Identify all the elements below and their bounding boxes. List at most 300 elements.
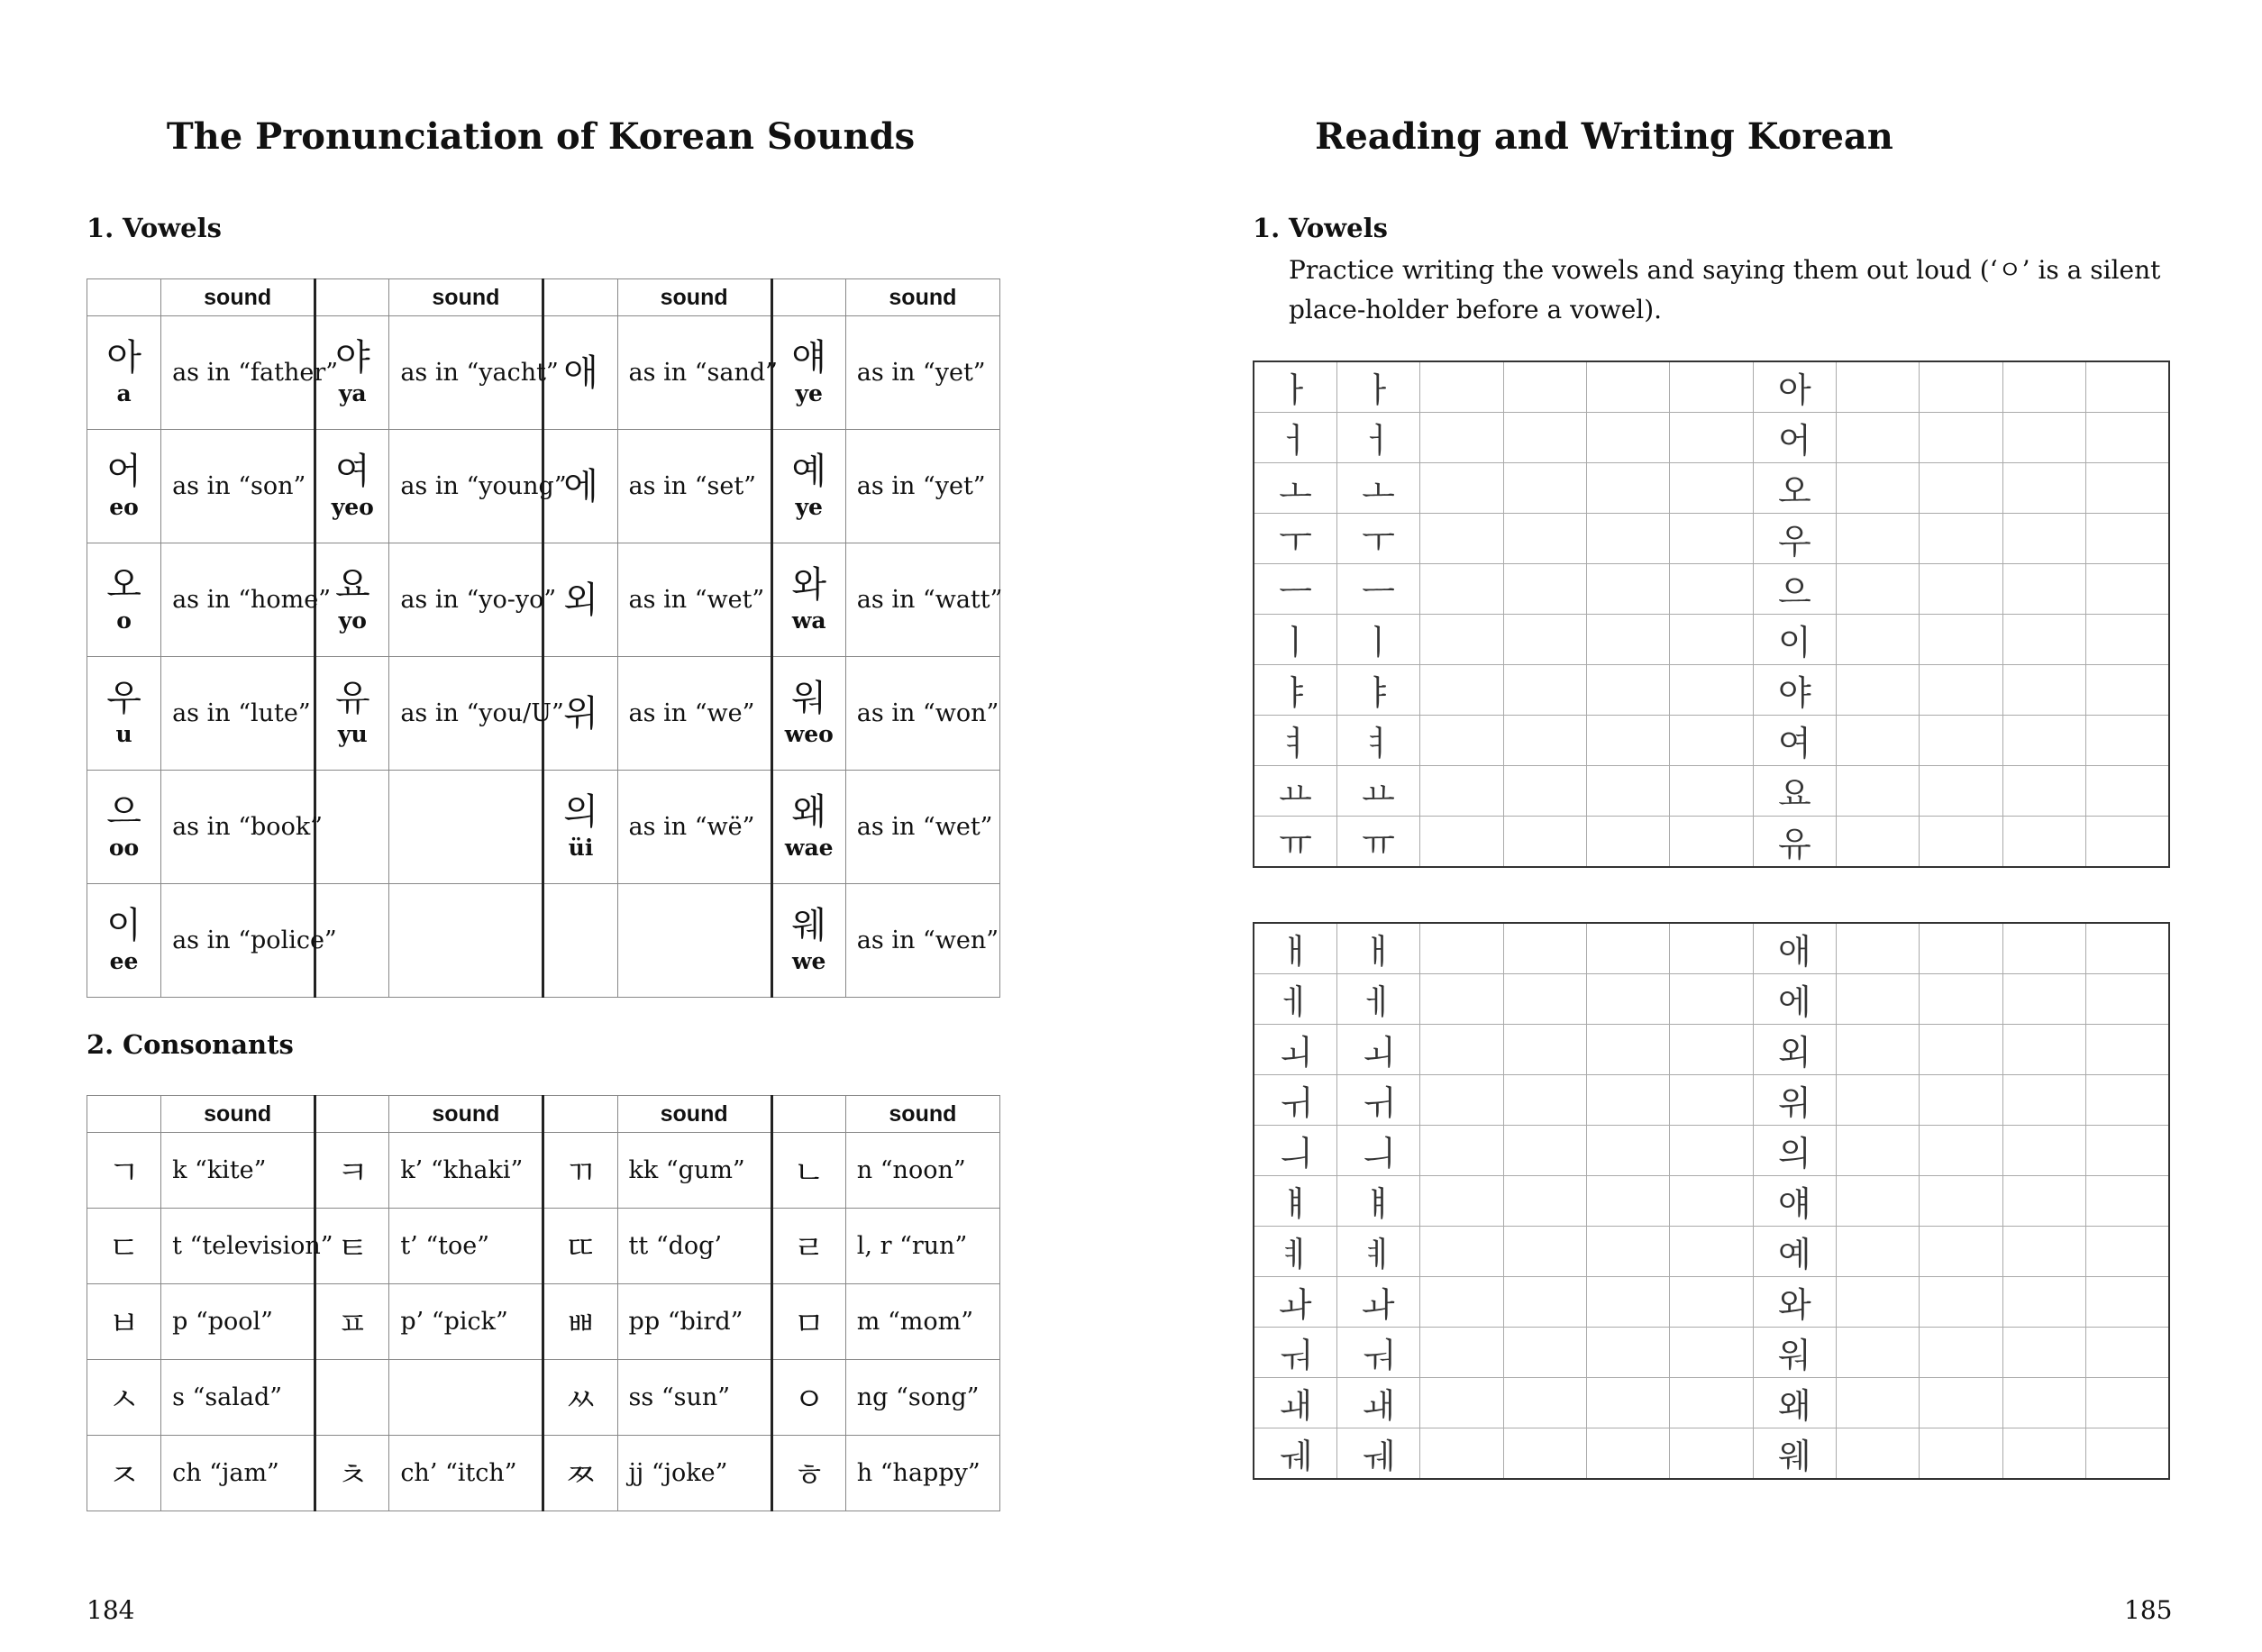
vowels-section-heading [87, 213, 222, 243]
hangul-letter: 워 [791, 677, 827, 719]
practice-cell[interactable] [1503, 766, 1586, 817]
practice-cell[interactable] [1837, 817, 1920, 868]
practice-cell[interactable] [1920, 413, 2002, 463]
letter-column-header [87, 1096, 161, 1133]
practice-cell[interactable] [1420, 1075, 1503, 1126]
practice-cell[interactable] [1837, 766, 1920, 817]
consonant-letter-cell: ㄴ [771, 1133, 845, 1209]
vowel-letter-cell [87, 543, 161, 657]
practice-cell[interactable] [1837, 665, 1920, 716]
practice-cell[interactable] [1503, 564, 1586, 615]
hangul-letter: 우 [106, 677, 141, 719]
practice-cell[interactable] [1920, 1328, 2002, 1378]
practice-cell[interactable] [1503, 514, 1586, 564]
vowel-shape-cell: ㅏ [1254, 361, 1336, 413]
sound-description: p’ “pick” [389, 1284, 543, 1360]
practice-cell[interactable] [1670, 564, 1753, 615]
practice-cell[interactable] [1420, 1277, 1503, 1328]
letter-column-header [315, 279, 389, 316]
practice-cell[interactable] [1586, 413, 1669, 463]
romanization: we [792, 947, 826, 974]
vowel-shape-cell: ㅔ [1336, 974, 1419, 1025]
grid-row [1254, 1378, 2169, 1428]
vowel-shape-cell: ㅓ [1336, 413, 1419, 463]
sound-description: as in “wë” [617, 771, 771, 884]
romanization: a [116, 379, 132, 406]
practice-cell[interactable] [1920, 361, 2002, 413]
practice-cell[interactable] [1503, 1227, 1586, 1277]
practice-cell[interactable] [1586, 1378, 1669, 1428]
vowel-shape-cell: ㅞ [1254, 1428, 1336, 1480]
grid-row [1254, 923, 2169, 974]
practice-cell[interactable] [1420, 1025, 1503, 1075]
sound-description: as in “lute” [161, 657, 315, 771]
practice-cell[interactable] [1837, 716, 1920, 766]
vowel-shape-cell: ㅔ [1254, 974, 1336, 1025]
sound-description: as in “watt” [845, 543, 999, 657]
practice-cell[interactable] [2086, 1227, 2169, 1277]
practice-cell[interactable] [2086, 817, 2169, 868]
practice-cell[interactable] [1586, 1126, 1669, 1176]
hangul-letter: 왜 [791, 790, 827, 833]
table-row [87, 316, 1000, 430]
practice-cell[interactable] [1920, 1277, 2002, 1328]
practice-cell[interactable] [1837, 615, 1920, 665]
practice-cell[interactable] [2086, 766, 2169, 817]
practice-cell[interactable] [1420, 463, 1503, 514]
sound-description: as in “wen” [845, 884, 999, 998]
practice-cell[interactable] [1670, 361, 1753, 413]
practice-cell[interactable] [1920, 716, 2002, 766]
practice-cell[interactable] [2086, 361, 2169, 413]
consonant-letter-cell: ㅉ [543, 1436, 617, 1511]
practice-cell[interactable] [1920, 766, 2002, 817]
practice-cell[interactable] [2086, 1277, 2169, 1328]
sound-description: t “television” [161, 1209, 315, 1284]
practice-cell[interactable] [1586, 514, 1669, 564]
grid-row [1254, 1328, 2169, 1378]
practice-cell[interactable] [2002, 974, 2085, 1025]
hangul-letter: 얘 [791, 336, 827, 379]
practice-cell[interactable] [1920, 665, 2002, 716]
romanization: wae [784, 834, 834, 861]
practice-cell[interactable] [1670, 1428, 1753, 1480]
practice-cell[interactable] [1670, 923, 1753, 974]
vowel-shape-cell: ㅢ [1254, 1126, 1336, 1176]
syllable-cell: 얘 [1753, 1176, 1836, 1227]
practice-cell[interactable] [1503, 817, 1586, 868]
table-row [87, 1284, 1000, 1360]
practice-cell[interactable] [1920, 817, 2002, 868]
practice-cell[interactable] [1420, 766, 1503, 817]
practice-cell[interactable] [2086, 564, 2169, 615]
basic-vowel-practice-grid [1253, 361, 2170, 868]
romanization: u [115, 720, 132, 747]
practice-cell[interactable] [2086, 974, 2169, 1025]
practice-cell[interactable] [2002, 817, 2085, 868]
grid-row [1254, 1277, 2169, 1328]
sound-description: as in “wet” [617, 543, 771, 657]
practice-cell[interactable] [2002, 615, 2085, 665]
practice-cell[interactable] [1920, 514, 2002, 564]
sound-description: ss “sun” [617, 1360, 771, 1436]
practice-cell[interactable] [1503, 1428, 1586, 1480]
practice-cell[interactable] [2086, 1025, 2169, 1075]
romanization: ye [795, 493, 823, 520]
practice-cell[interactable] [1670, 1227, 1753, 1277]
sound-description [389, 884, 543, 998]
consonants-section-heading [87, 1029, 294, 1060]
practice-cell[interactable] [2002, 923, 2085, 974]
practice-cell[interactable] [1420, 1176, 1503, 1227]
syllable-cell: 야 [1753, 665, 1836, 716]
practice-cell[interactable] [1420, 413, 1503, 463]
consonant-letter-cell: ㅁ [771, 1284, 845, 1360]
practice-cell[interactable] [2086, 1378, 2169, 1428]
practice-cell[interactable] [2002, 463, 2085, 514]
vowel-letter-cell [771, 316, 845, 430]
practice-cell[interactable] [2002, 413, 2085, 463]
consonant-letter-cell: ㄸ [543, 1209, 617, 1284]
romanization: üi [568, 834, 594, 861]
practice-cell[interactable] [2086, 1075, 2169, 1126]
practice-cell[interactable] [1837, 974, 1920, 1025]
vowel-shape-cell: ㅢ [1336, 1126, 1419, 1176]
sound-description: t’ “toe” [389, 1209, 543, 1284]
syllable-cell: 요 [1753, 766, 1836, 817]
table-row [87, 1360, 1000, 1436]
practice-cell[interactable] [2002, 1328, 2085, 1378]
practice-cell[interactable] [1670, 463, 1753, 514]
practice-cell[interactable] [1586, 974, 1669, 1025]
table-row [87, 1436, 1000, 1511]
practice-cell[interactable] [2086, 1428, 2169, 1480]
practice-cell[interactable] [1837, 923, 1920, 974]
hangul-letter: 으 [106, 790, 141, 833]
practice-cell[interactable] [1503, 1126, 1586, 1176]
syllable-cell: 아 [1753, 361, 1836, 413]
practice-cell[interactable] [2002, 1176, 2085, 1227]
practice-cell[interactable] [1503, 1328, 1586, 1378]
practice-cell[interactable] [2002, 564, 2085, 615]
section-number: 1. [87, 213, 114, 243]
vowel-shape-cell: ㅕ [1254, 716, 1336, 766]
romanization: yo [338, 607, 367, 634]
syllable-cell: 오 [1753, 463, 1836, 514]
practice-cell[interactable] [1837, 361, 1920, 413]
practice-cell[interactable] [1586, 1428, 1669, 1480]
practice-cell[interactable] [1586, 1328, 1669, 1378]
hangul-letter: 와 [791, 563, 827, 606]
practice-cell[interactable] [1503, 1277, 1586, 1328]
practice-cell[interactable] [2002, 1428, 2085, 1480]
practice-cell[interactable] [1920, 1428, 2002, 1480]
table-row [87, 1133, 1000, 1209]
consonant-letter-cell: ㄲ [543, 1133, 617, 1209]
sound-description: n “noon” [845, 1133, 999, 1209]
sound-column-header: sound [389, 1096, 543, 1133]
vowel-shape-cell: ㅚ [1336, 1025, 1419, 1075]
vowel-shape-cell: ㅝ [1336, 1328, 1419, 1378]
practice-cell[interactable] [1586, 361, 1669, 413]
practice-cell[interactable] [1503, 1025, 1586, 1075]
practice-cell[interactable] [1420, 923, 1503, 974]
practice-cell[interactable] [1920, 463, 2002, 514]
table-row [87, 771, 1000, 884]
practice-cell[interactable] [2086, 716, 2169, 766]
grid-row [1254, 665, 2169, 716]
practice-cell[interactable] [1420, 1378, 1503, 1428]
practice-cell[interactable] [2002, 1126, 2085, 1176]
section-label: Consonants [123, 1029, 294, 1060]
romanization: eo [109, 493, 139, 520]
practice-cell[interactable] [1420, 1428, 1503, 1480]
practice-cell[interactable] [1670, 665, 1753, 716]
consonant-letter-cell: ㅊ [315, 1436, 389, 1511]
practice-cell[interactable] [1503, 1176, 1586, 1227]
grid-row [1254, 1126, 2169, 1176]
practice-cell[interactable] [1503, 615, 1586, 665]
practice-cell[interactable] [1420, 615, 1503, 665]
syllable-cell: 유 [1753, 817, 1836, 868]
romanization: weo [784, 720, 834, 747]
practice-cell[interactable] [1837, 1227, 1920, 1277]
practice-cell[interactable] [2002, 665, 2085, 716]
practice-cell[interactable] [1920, 564, 2002, 615]
practice-cell[interactable] [1920, 615, 2002, 665]
practice-cell[interactable] [1420, 564, 1503, 615]
practice-cell[interactable] [1920, 1227, 2002, 1277]
practice-cell[interactable] [1670, 615, 1753, 665]
practice-cell[interactable] [1503, 665, 1586, 716]
vowel-shape-cell: ㅕ [1336, 716, 1419, 766]
compound-vowel-practice-grid [1253, 922, 2170, 1480]
syllable-cell: 외 [1753, 1025, 1836, 1075]
sound-description: as in “you/U” [389, 657, 543, 771]
table-row [87, 543, 1000, 657]
vowel-letter-cell [771, 543, 845, 657]
grid-row [1254, 1227, 2169, 1277]
vowel-shape-cell: ㅟ [1336, 1075, 1419, 1126]
consonant-letter-cell: ㅋ [315, 1133, 389, 1209]
practice-cell[interactable] [1837, 1025, 1920, 1075]
practice-cell[interactable] [1586, 1277, 1669, 1328]
practice-cell[interactable] [1920, 974, 2002, 1025]
practice-cell[interactable] [1586, 615, 1669, 665]
practice-cell[interactable] [2002, 1025, 2085, 1075]
practice-cell[interactable] [1670, 1378, 1753, 1428]
hangul-letter: 어 [106, 450, 141, 492]
sound-description: as in “won” [845, 657, 999, 771]
practice-cell[interactable] [1586, 1025, 1669, 1075]
sound-description: as in “set” [617, 430, 771, 543]
practice-cell[interactable] [2086, 923, 2169, 974]
practice-cell[interactable] [1837, 514, 1920, 564]
practice-cell[interactable] [1670, 716, 1753, 766]
table-row [87, 884, 1000, 998]
practice-cell[interactable] [1670, 413, 1753, 463]
practice-cell[interactable] [1837, 1277, 1920, 1328]
practice-cell[interactable] [1670, 1025, 1753, 1075]
practice-cell[interactable] [1586, 665, 1669, 716]
practice-cell[interactable] [2086, 1328, 2169, 1378]
practice-cell[interactable] [2086, 1126, 2169, 1176]
practice-cell[interactable] [1670, 1126, 1753, 1176]
sound-description: m “mom” [845, 1284, 999, 1360]
practice-cell[interactable] [1420, 1328, 1503, 1378]
sound-description: as in “yet” [845, 316, 999, 430]
sound-description: l, r “run” [845, 1209, 999, 1284]
practice-cell[interactable] [1670, 514, 1753, 564]
practice-cell[interactable] [2086, 514, 2169, 564]
practice-cell[interactable] [1920, 1025, 2002, 1075]
vowel-shape-cell: ㅜ [1254, 514, 1336, 564]
vowel-letter-cell [87, 884, 161, 998]
sound-description [389, 771, 543, 884]
practice-cell[interactable] [2002, 1378, 2085, 1428]
hangul-letter: 유 [334, 677, 370, 719]
syllable-cell: 우 [1753, 514, 1836, 564]
practice-cell[interactable] [1670, 1277, 1753, 1328]
vowel-pronunciation-table [87, 278, 1003, 998]
practice-cell[interactable] [1503, 923, 1586, 974]
practice-cell[interactable] [1837, 1378, 1920, 1428]
practice-cell[interactable] [1503, 974, 1586, 1025]
practice-cell[interactable] [1670, 1176, 1753, 1227]
practice-cell[interactable] [2086, 665, 2169, 716]
practice-cell[interactable] [2002, 1277, 2085, 1328]
practice-cell[interactable] [1670, 1075, 1753, 1126]
syllable-cell: 위 [1753, 1075, 1836, 1126]
syllable-cell: 에 [1753, 974, 1836, 1025]
practice-cell[interactable] [1420, 665, 1503, 716]
practice-cell[interactable] [1670, 766, 1753, 817]
practice-cell[interactable] [2002, 716, 2085, 766]
practice-cell[interactable] [1920, 923, 2002, 974]
sound-description: kk “gum” [617, 1133, 771, 1209]
vowel-shape-cell: ㅡ [1254, 564, 1336, 615]
consonant-letter-cell: ㅈ [87, 1436, 161, 1511]
practice-cell[interactable] [1586, 1075, 1669, 1126]
consonant-letter-cell: ㅎ [771, 1436, 845, 1511]
sound-description: h “happy” [845, 1436, 999, 1511]
practice-cell[interactable] [1837, 564, 1920, 615]
vowel-shape-cell: ㅙ [1336, 1378, 1419, 1428]
practice-cell[interactable] [1503, 463, 1586, 514]
practice-cell[interactable] [1837, 463, 1920, 514]
syllable-cell: 애 [1753, 923, 1836, 974]
practice-cell[interactable] [1670, 974, 1753, 1025]
sound-description: ch’ “itch” [389, 1436, 543, 1511]
practice-cell[interactable] [1837, 1328, 1920, 1378]
vowel-shape-cell: ㅣ [1336, 615, 1419, 665]
practice-cell[interactable] [1837, 1126, 1920, 1176]
practice-cell[interactable] [1586, 463, 1669, 514]
practice-cell[interactable] [1837, 1176, 1920, 1227]
practice-cell[interactable] [1920, 1126, 2002, 1176]
practice-cell[interactable] [2086, 1176, 2169, 1227]
practice-cell[interactable] [1586, 716, 1669, 766]
practice-instruction: Practice writing the vowels and saying them out loud (‘ㅇ’ is a silent place-holder before a vowel). [1289, 255, 2161, 324]
hangul-letter: 야 [334, 336, 370, 379]
practice-cell[interactable] [1670, 817, 1753, 868]
vowel-letter-cell [771, 430, 845, 543]
practice-cell[interactable] [1920, 1378, 2002, 1428]
vowels-section-heading [1253, 213, 1388, 243]
hangul-letter: 위 [563, 692, 598, 735]
grid-row [1254, 766, 2169, 817]
consonant-letter-cell: ㅆ [543, 1360, 617, 1436]
sound-column-header: sound [389, 279, 543, 316]
sound-description: p “pool” [161, 1284, 315, 1360]
letter-column-header [87, 279, 161, 316]
practice-cell[interactable] [1586, 564, 1669, 615]
practice-cell[interactable] [2086, 413, 2169, 463]
sound-description: as in “yet” [845, 430, 999, 543]
practice-cell[interactable] [1503, 1075, 1586, 1126]
practice-cell[interactable] [1586, 766, 1669, 817]
practice-cell[interactable] [1420, 1227, 1503, 1277]
practice-cell[interactable] [2002, 1227, 2085, 1277]
practice-cell[interactable] [1586, 817, 1669, 868]
hangul-letter: 예 [791, 450, 827, 492]
practice-cell[interactable] [1837, 1428, 1920, 1480]
practice-cell[interactable] [1503, 361, 1586, 413]
vowel-shape-cell: ㅖ [1254, 1227, 1336, 1277]
sound-description [389, 1360, 543, 1436]
practice-cell[interactable] [2086, 615, 2169, 665]
practice-cell[interactable] [1420, 361, 1503, 413]
consonant-letter-cell: ㄷ [87, 1209, 161, 1284]
practice-cell[interactable] [1420, 974, 1503, 1025]
practice-cell[interactable] [1503, 413, 1586, 463]
practice-cell[interactable] [1670, 1328, 1753, 1378]
practice-cell[interactable] [2002, 766, 2085, 817]
practice-cell[interactable] [1503, 1378, 1586, 1428]
practice-cell[interactable] [1586, 1176, 1669, 1227]
practice-cell[interactable] [2086, 463, 2169, 514]
sound-description: as in “sand” [617, 316, 771, 430]
table-row [87, 1209, 1000, 1284]
grid-row [1254, 463, 2169, 514]
sound-description: s “salad” [161, 1360, 315, 1436]
sound-column-header: sound [161, 1096, 315, 1133]
syllable-cell: 의 [1753, 1126, 1836, 1176]
hangul-letter: 외 [563, 579, 598, 621]
practice-cell[interactable] [1420, 514, 1503, 564]
practice-cell[interactable] [1420, 817, 1503, 868]
syllable-cell: 어 [1753, 413, 1836, 463]
practice-cell[interactable] [1503, 716, 1586, 766]
practice-cell[interactable] [1420, 1126, 1503, 1176]
practice-cell[interactable] [1837, 413, 1920, 463]
practice-cell[interactable] [2002, 514, 2085, 564]
practice-cell[interactable] [2002, 361, 2085, 413]
practice-cell[interactable] [1920, 1075, 2002, 1126]
practice-cell[interactable] [1837, 1075, 1920, 1126]
vowel-shape-cell: ㅑ [1254, 665, 1336, 716]
vowel-shape-cell: ㅣ [1254, 615, 1336, 665]
syllable-cell: 이 [1753, 615, 1836, 665]
practice-cell[interactable] [1920, 1176, 2002, 1227]
vowel-letter-cell [315, 430, 389, 543]
practice-cell[interactable] [1586, 1227, 1669, 1277]
practice-cell[interactable] [1420, 716, 1503, 766]
sound-column-header: sound [617, 1096, 771, 1133]
vowel-shape-cell: ㅠ [1336, 817, 1419, 868]
practice-cell[interactable] [1586, 923, 1669, 974]
practice-cell[interactable] [2002, 1075, 2085, 1126]
